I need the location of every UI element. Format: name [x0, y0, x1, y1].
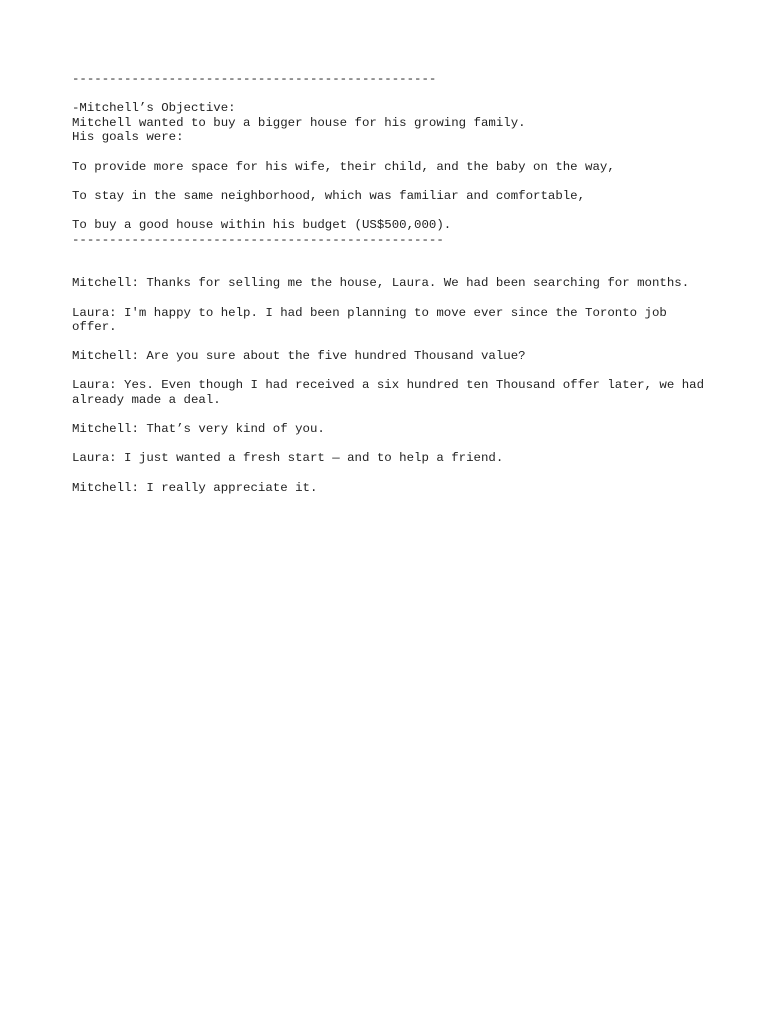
- spacer: [72, 437, 712, 452]
- spacer: [72, 335, 712, 350]
- spacer: [72, 203, 712, 218]
- dialogue-line: Laura: I just wanted a fresh start — and to help a friend.: [72, 451, 504, 466]
- spacer: [72, 291, 712, 306]
- goal-item-neighborhood: To stay in the same neighborhood, which was familiar and comfortable,: [72, 188, 586, 203]
- goals-intro: His goals were:: [72, 130, 184, 145]
- spacer: [72, 174, 712, 189]
- dialogue-line: Mitchell: That’s very kind of you.: [72, 422, 325, 437]
- dialogue-line: Mitchell: Thanks for selling me the house, Laura. We had been searching for months.: [72, 276, 690, 291]
- document-page: [72, 72, 712, 495]
- objective-heading: -Mitchell’s Objective:: [72, 101, 236, 116]
- dialogue-line: Laura: I'm happy to help. I had been planning to move ever since the Toronto job offer.: [72, 305, 675, 335]
- spacer: [72, 408, 712, 423]
- dialogue-line: Mitchell: Are you sure about the five hundred Thousand value?: [72, 349, 526, 364]
- dialogue-line: Mitchell: I really appreciate it.: [72, 480, 318, 495]
- dialogue-line: Laura: Yes. Even though I had received a six hundred ten Thousand offer later, we had already made a deal.: [72, 378, 712, 408]
- objective-line: Mitchell wanted to buy a bigger house for his growing family.: [72, 115, 526, 130]
- spacer: [72, 87, 712, 102]
- goal-item-space: To provide more space for his wife, their child, and the baby on the way,: [72, 159, 615, 174]
- spacer: [72, 364, 712, 379]
- separator-top: -------------------------------------------------: [72, 72, 437, 86]
- spacer: [72, 247, 712, 276]
- spacer: [72, 466, 712, 481]
- separator-bottom: --------------------------------------------------: [72, 232, 444, 247]
- goal-item-budget: To buy a good house within his budget (US$500,000).: [72, 217, 452, 232]
- spacer: [72, 145, 712, 160]
